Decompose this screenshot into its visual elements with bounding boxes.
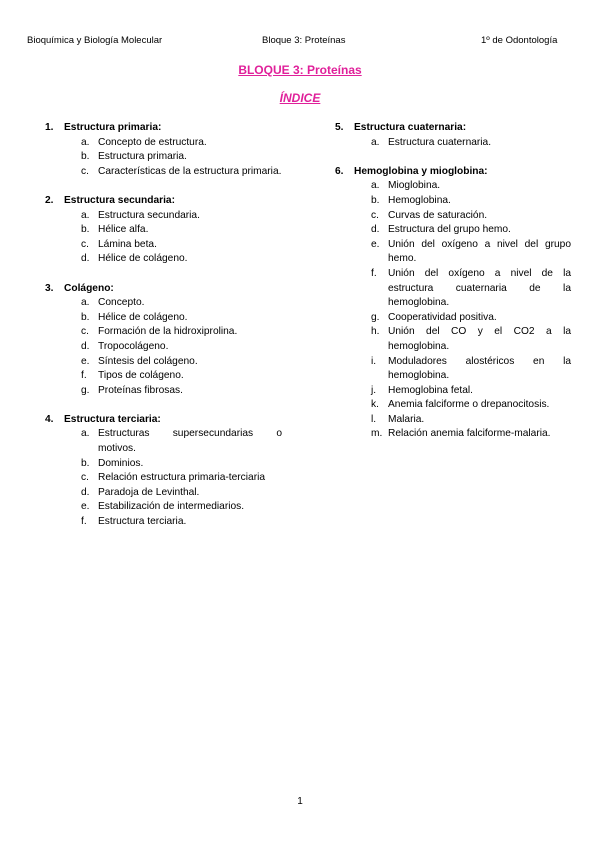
item-text: Características de la estructura primaria. <box>98 165 282 177</box>
item-text: Hélice alfa. <box>98 224 149 236</box>
section-title: Estructura primaria: <box>64 122 162 133</box>
header-year: 1º de Odontología <box>481 35 558 46</box>
item-text: Estructura terciaria. <box>98 516 187 528</box>
list-item <box>335 267 571 311</box>
list-item <box>45 515 282 530</box>
item-letter: f. <box>371 267 377 279</box>
item-text: Estabilización de intermediarios. <box>98 501 245 513</box>
document-title: BLOQUE 3: Proteínas <box>238 63 362 77</box>
list-item <box>335 398 571 413</box>
list-item <box>45 136 282 151</box>
list-item <box>45 223 282 238</box>
list-item <box>45 311 282 326</box>
list-item <box>335 325 571 354</box>
item-letter: d. <box>81 340 90 352</box>
item-text: Hélice de colágeno. <box>98 253 188 265</box>
item-text: Estructura primaria. <box>98 151 187 163</box>
item-text: Relación estructura primaria-terciaria <box>98 472 266 484</box>
item-letter: d. <box>81 253 90 265</box>
item-text: Anemia falciforme o drepanocitosis. <box>388 399 550 411</box>
list-item <box>45 252 282 267</box>
item-letter: a. <box>81 297 90 309</box>
list-item <box>45 427 282 456</box>
item-letter: b. <box>81 457 90 469</box>
index-section <box>45 194 282 267</box>
section-heading <box>335 165 571 180</box>
item-letter: f. <box>81 516 87 528</box>
item-letter: l. <box>371 413 377 425</box>
item-text: Paradoja de Levinthal. <box>98 486 200 498</box>
item-text: Relación anemia falciforme-malaria. <box>388 428 551 440</box>
section-title: Hemoglobina y mioglobina: <box>354 165 488 177</box>
list-item <box>335 209 571 224</box>
section-number: 6. <box>335 165 344 177</box>
section-number: 2. <box>45 194 54 206</box>
list-item <box>335 136 571 151</box>
item-letter: b. <box>81 311 90 323</box>
item-text: Formación de la hidroxiprolina. <box>98 326 238 338</box>
index-column-right <box>335 121 571 457</box>
item-letter: m. <box>371 428 383 440</box>
item-text: Hemoglobina. <box>388 194 451 206</box>
list-item <box>45 486 282 501</box>
section-number: 3. <box>45 282 54 294</box>
item-letter: a. <box>81 209 90 221</box>
item-text: Estructura secundaria. <box>98 209 200 221</box>
list-item <box>335 238 571 267</box>
item-letter: f. <box>81 370 87 382</box>
item-text: Tipos de colágeno. <box>98 370 184 382</box>
page-header <box>0 35 600 49</box>
list-item <box>335 384 571 399</box>
item-text: Hélice de colágeno. <box>98 311 188 323</box>
item-letter: e. <box>81 501 90 513</box>
item-letter: h. <box>371 326 380 338</box>
item-text: Estructura cuaternaria. <box>388 136 492 148</box>
item-text: Unión del CO y el CO2 a la hemoglobina. <box>388 326 571 352</box>
section-title: Estructura cuaternaria: <box>354 122 467 133</box>
item-letter: a. <box>81 428 90 440</box>
item-letter: b. <box>81 224 90 236</box>
section-heading <box>45 121 282 136</box>
section-number: 1. <box>45 122 54 133</box>
item-letter: b. <box>371 194 380 206</box>
item-letter: a. <box>81 136 90 148</box>
index-section <box>45 413 282 530</box>
list-item <box>335 179 571 194</box>
section-heading <box>45 282 282 297</box>
header-course: Bioquímica y Biología Molecular <box>27 35 163 46</box>
item-text: Lámina beta. <box>98 238 157 250</box>
item-text: Síntesis del colágeno. <box>98 355 198 367</box>
item-letter: a. <box>371 136 380 148</box>
item-letter: d. <box>81 486 90 498</box>
list-item <box>45 238 282 253</box>
item-letter: c. <box>81 472 89 484</box>
item-letter: e. <box>81 355 90 367</box>
item-letter: g. <box>81 384 90 396</box>
item-letter: d. <box>371 224 380 236</box>
list-item <box>45 384 282 399</box>
list-item <box>45 150 282 165</box>
list-item <box>45 355 282 370</box>
list-item <box>45 340 282 355</box>
section-title: Estructura secundaria: <box>64 194 175 206</box>
item-text: Unión del oxígeno a nivel de la estructura cuaternaria de la hemoglobina. <box>388 267 571 309</box>
item-letter: a. <box>371 180 380 192</box>
list-item <box>45 296 282 311</box>
list-item <box>335 427 571 442</box>
item-text: Estructuras supersecundarias o motivos. <box>98 428 282 455</box>
item-text: Concepto de estructura. <box>98 136 207 148</box>
item-text: Proteínas fibrosas. <box>98 384 183 396</box>
list-item <box>45 471 282 486</box>
item-text: Tropocolágeno. <box>98 340 169 352</box>
item-text: Unión del oxígeno a nivel del grupo hemo. <box>388 238 571 265</box>
section-title: Estructura terciaria: <box>64 413 161 425</box>
item-text: Malaria. <box>388 413 425 425</box>
item-letter: b. <box>81 151 90 163</box>
item-letter: k. <box>371 399 379 411</box>
list-item <box>45 325 282 340</box>
section-heading <box>335 121 571 136</box>
list-item <box>45 500 282 515</box>
list-item <box>335 355 571 384</box>
item-text: Cooperatividad positiva. <box>388 311 497 323</box>
item-text: Hemoglobina fetal. <box>388 384 473 396</box>
section-title: Colágeno: <box>64 282 114 294</box>
item-text: Mioglobina. <box>388 180 441 192</box>
list-item <box>335 223 571 238</box>
item-letter: c. <box>81 326 89 338</box>
section-number: 4. <box>45 413 54 425</box>
header-block: Bloque 3: Proteínas <box>262 35 346 46</box>
list-item <box>335 413 571 428</box>
item-letter: c. <box>81 165 89 177</box>
section-heading <box>45 194 282 209</box>
item-letter: e. <box>371 238 380 250</box>
index-section <box>45 121 282 179</box>
item-text: Curvas de saturación. <box>388 209 488 221</box>
list-item <box>45 369 282 384</box>
index-column-left <box>45 121 282 544</box>
index-title: ÍNDICE <box>279 91 321 105</box>
page-number: 1 <box>297 796 303 807</box>
item-letter: c. <box>81 238 89 250</box>
section-heading <box>45 413 282 428</box>
item-text: Concepto. <box>98 297 145 309</box>
item-letter: g. <box>371 311 380 323</box>
item-letter: c. <box>371 209 379 221</box>
list-item <box>335 311 571 326</box>
index-section <box>335 165 571 442</box>
index-section <box>45 282 282 399</box>
section-number: 5. <box>335 122 344 133</box>
list-item <box>335 194 571 209</box>
item-letter: i. <box>371 355 377 367</box>
list-item <box>45 209 282 224</box>
index-section <box>335 121 571 150</box>
item-text: Estructura del grupo hemo. <box>388 224 511 236</box>
list-item <box>45 457 282 472</box>
item-letter: j. <box>371 384 377 396</box>
item-text: Dominios. <box>98 457 144 469</box>
item-text: Moduladores alostéricos en la hemoglobina. <box>388 355 571 382</box>
list-item <box>45 165 282 180</box>
